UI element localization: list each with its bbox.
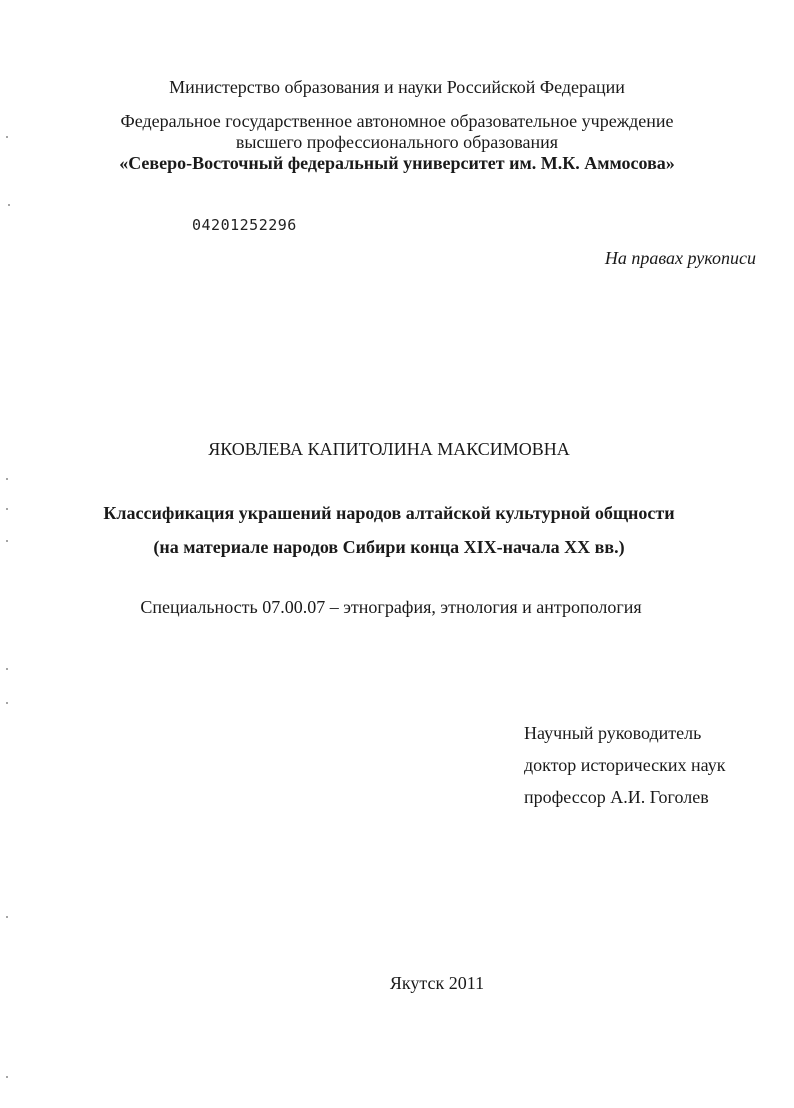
ministry-name: Министерство образования и науки Российской Федерации <box>169 77 625 97</box>
scan-speck <box>6 702 8 704</box>
author-name: ЯКОВЛЕВА КАПИТОЛИНА МАКСИМОВНА <box>208 439 570 459</box>
scan-speck <box>6 136 8 138</box>
specialty: Специальность 07.00.07 – этнография, этнология и антропология <box>140 597 642 617</box>
scan-speck <box>6 478 8 480</box>
place-year: Якутск 2011 <box>389 973 485 993</box>
manuscript-note: На правах рукописи <box>604 248 756 268</box>
scan-speck <box>6 916 8 918</box>
scan-speck <box>6 508 8 510</box>
supervisor-role: Научный руководитель <box>524 723 702 743</box>
dissertation-title: Классификация украшений народов алтайской культурной общности <box>103 503 675 523</box>
university-name: «Северо-Восточный федеральный университет им. М.К. Аммосова» <box>119 153 675 173</box>
scan-speck <box>6 668 8 670</box>
dissertation-subtitle: (на материале народов Сибири конца XIX-начала XX вв.) <box>153 537 625 557</box>
catalog-number: 04201252296 <box>192 216 297 234</box>
scan-speck <box>8 204 10 206</box>
supervisor-name: профессор А.И. Гоголев <box>524 787 709 807</box>
scan-speck <box>6 1076 8 1078</box>
institution-level: высшего профессионального образования <box>235 132 559 152</box>
scan-speck <box>6 540 8 542</box>
institution-type: Федеральное государственное автономное образовательное учреждение <box>120 111 674 131</box>
supervisor-degree: доктор исторических наук <box>524 755 726 775</box>
